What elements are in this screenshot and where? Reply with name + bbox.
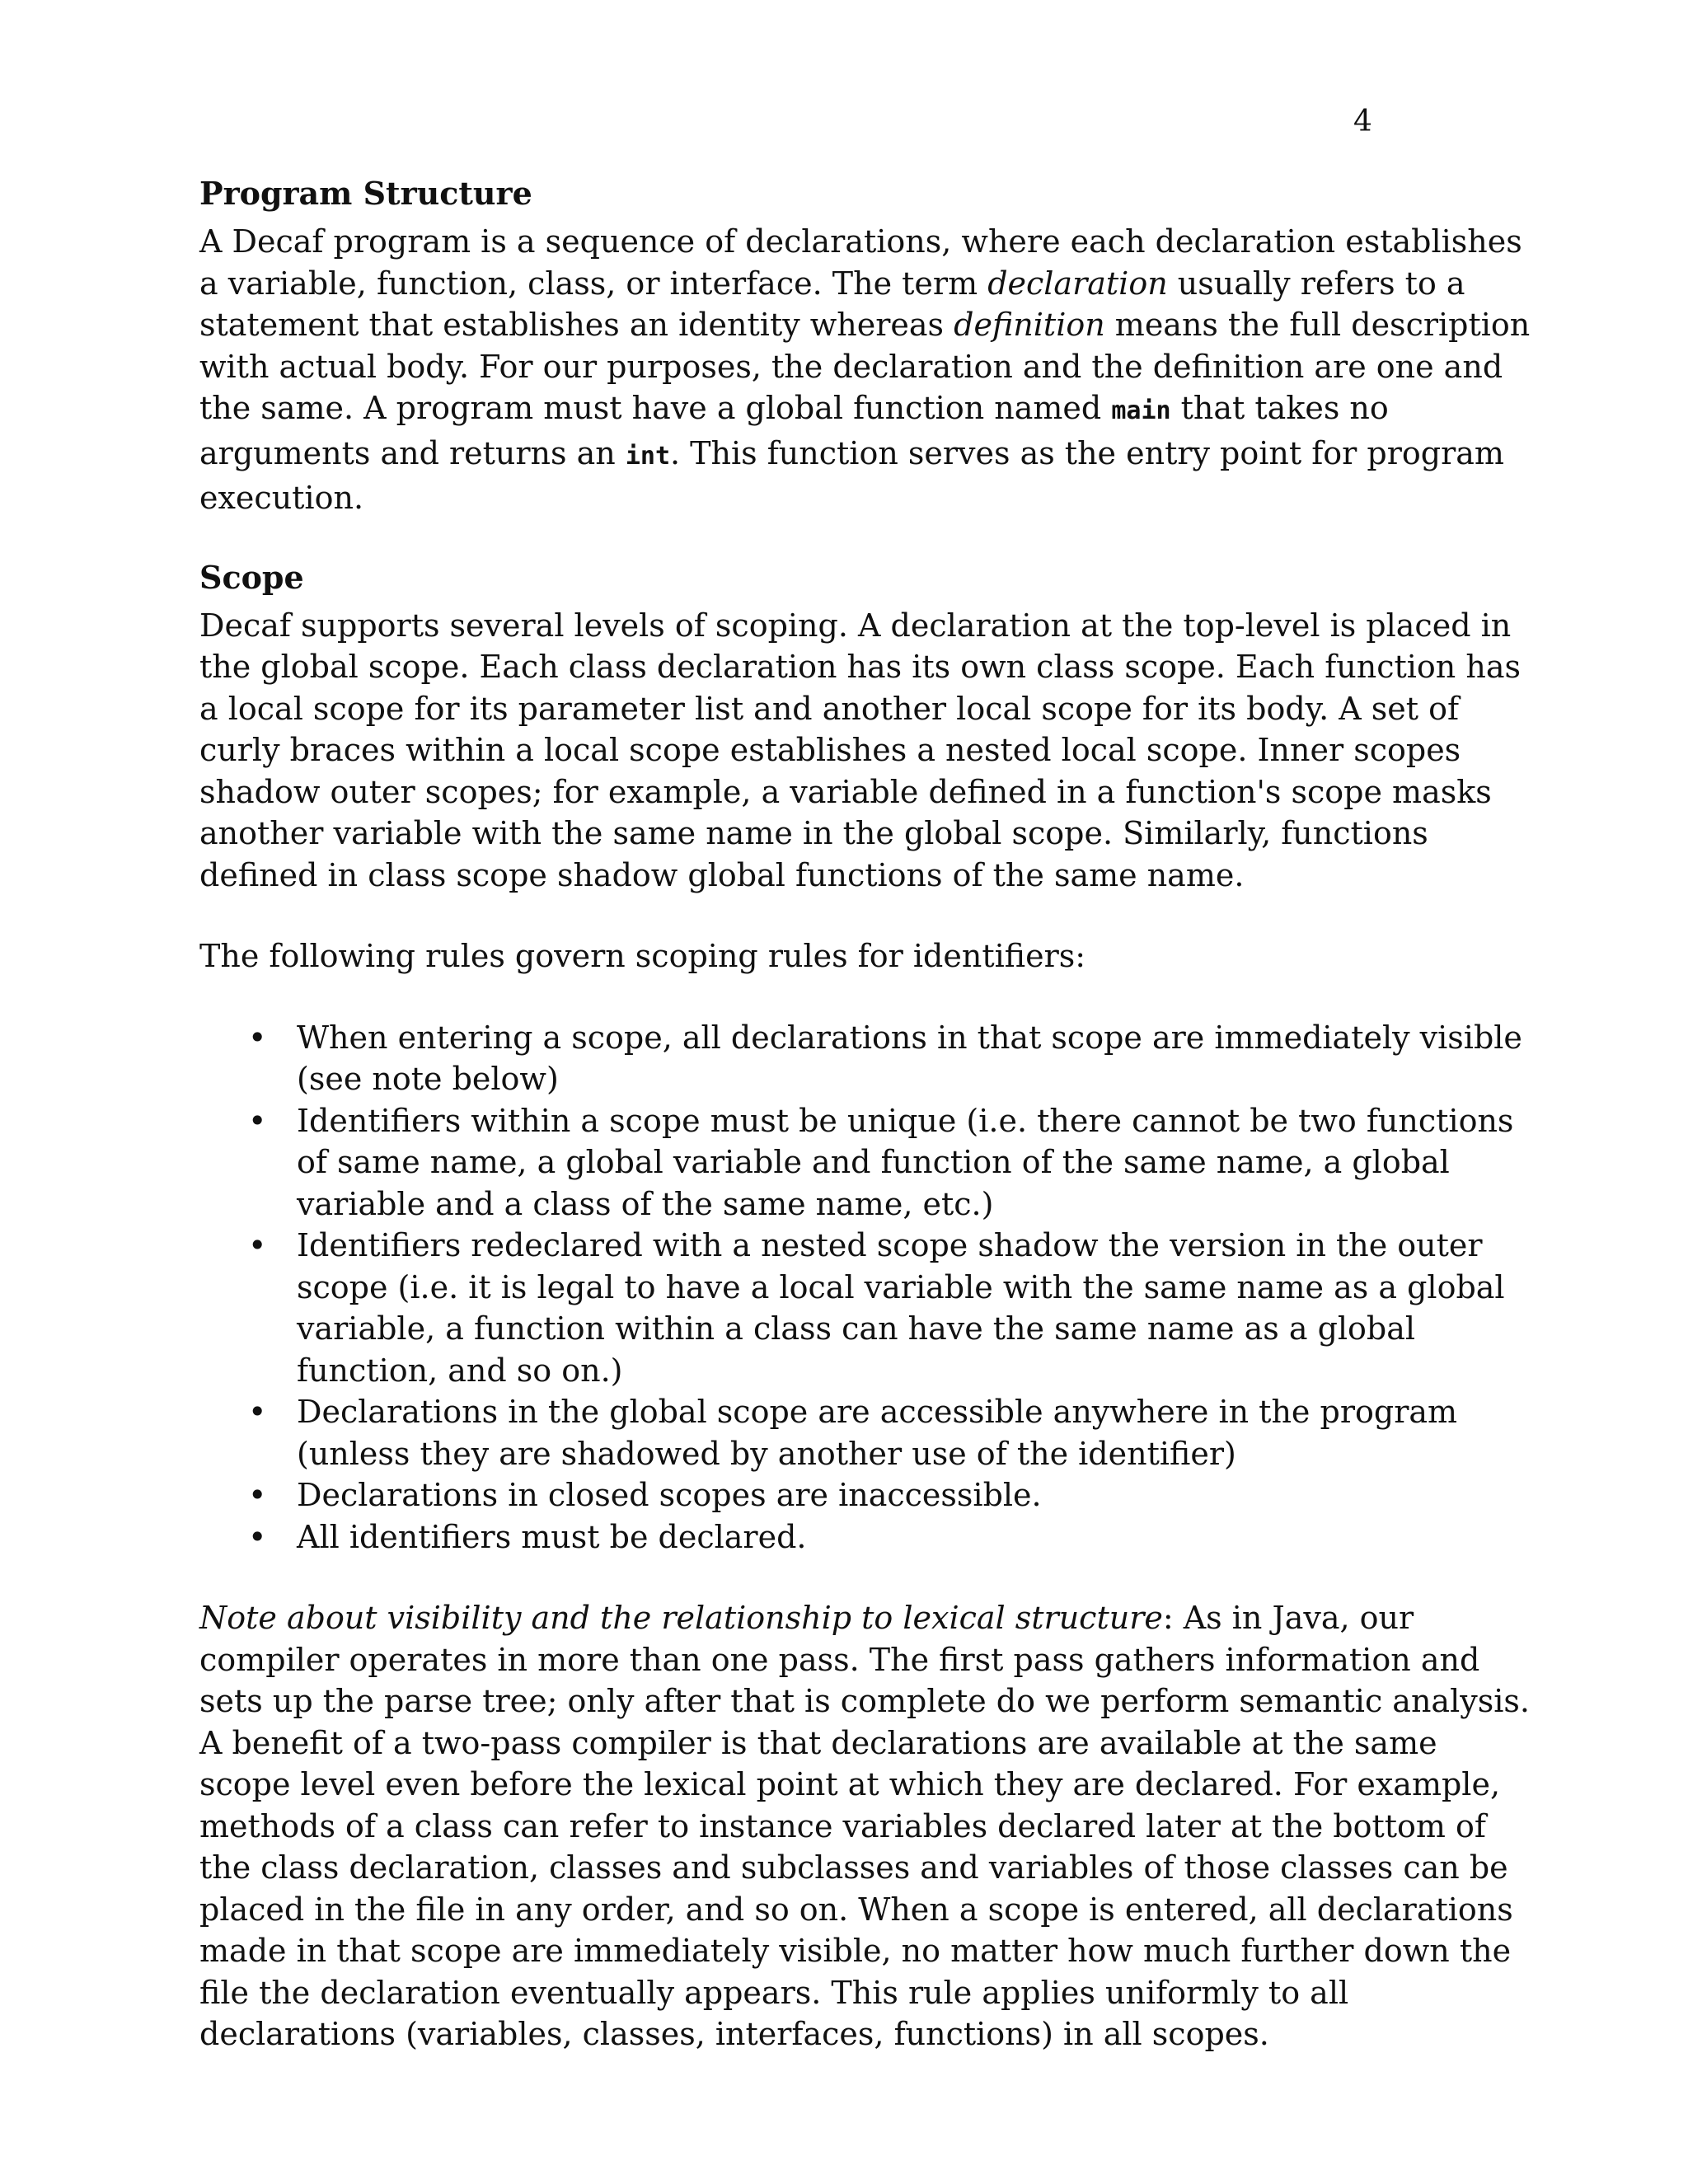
- bullet-icon: •: [248, 1227, 267, 1263]
- program-structure-section: [199, 173, 1535, 519]
- list-item: [199, 1516, 1535, 1558]
- scope-paragraph: Decaf supports several levels of scoping. A declaration at the top-level is placed in the global scope. Each class declaration has its own class scope. Each function has a local scope for its parameter list and another local scope for its body. A set of curly braces within a local scope establishes a nested local scope. Inner scopes shadow outer scopes; for example, a variable defined in a function's scope masks another variable with the same name in the global scope. Similarly, functions defined in class scope shadow global functions of the same name.: [199, 607, 1521, 893]
- list-item-text: Declarations in closed scopes are inaccessible.: [297, 1477, 1042, 1513]
- scope-section: [199, 557, 1535, 2055]
- text-run: A Decaf program is a sequence of declarations, where each declaration establishes a variable, function, class, or interface. The term: [199, 223, 1522, 302]
- list-item: [199, 1391, 1535, 1474]
- bullet-icon: •: [248, 1394, 267, 1430]
- rules-intro: The following rules govern scoping rules for identifiers:: [199, 938, 1086, 974]
- bullet-icon: •: [248, 1518, 267, 1555]
- visibility-note-paragraph: [199, 1597, 1535, 2055]
- list-item: [199, 1225, 1535, 1391]
- list-item: [199, 1100, 1535, 1226]
- list-item-text: Identifiers within a scope must be unique (i.e. there cannot be two functions of same name, a global variable and function of the same name, a global variable and a class of the same name, etc.): [297, 1102, 1514, 1222]
- scoping-rules-list: [199, 1017, 1535, 1558]
- document-body: [199, 173, 1535, 2055]
- bullet-icon: •: [248, 1102, 267, 1139]
- term-definition: definition: [954, 307, 1105, 343]
- text-run: . This function serves as the entry point for program execution.: [199, 434, 1504, 516]
- list-item: [199, 1474, 1535, 1516]
- term-declaration: declaration: [987, 265, 1168, 302]
- program-structure-paragraph: [199, 221, 1535, 519]
- bullet-icon: •: [248, 1477, 267, 1513]
- code-int: int: [625, 441, 671, 471]
- list-item-text: When entering a scope, all declarations in that scope are immediately visible (see note below): [297, 1019, 1522, 1097]
- bullet-icon: •: [248, 1019, 267, 1056]
- text-run: means the full description with actual body. For our purposes, the declaration and the definition are one and the same. A program must have a global function named: [199, 307, 1531, 426]
- scope-heading: Scope: [199, 558, 304, 596]
- text-run: that takes no arguments and returns an: [199, 390, 1389, 471]
- note-label: Note about visibility and the relationship to lexical structure: [199, 1600, 1163, 1636]
- text-run: usually refers to a statement that establishes an identity whereas: [199, 265, 1465, 343]
- code-main: main: [1111, 396, 1171, 425]
- list-item-text: Declarations in the global scope are accessible anywhere in the program (unless they are shadowed by another use of the identifier): [297, 1394, 1458, 1472]
- note-text: : As in Java, our compiler operates in more than one pass. The first pass gathers information and sets up the parse tree; only after that is complete do we perform semantic analysis. A benefit of a two-pass compiler is that declarations are available at the same scope level even before the lexical point at which they are declared. For example, methods of a class can refer to instance variables declared later at the bottom of the class declaration, classes and subclasses and variables of those classes can be placed in the file in any order, and so on. When a scope is entered, all declarations made in that scope are immediately visible, no matter how much further down the file the declaration eventually appears. This rule applies uniformly to all declarations (variables, classes, interfaces, functions) in all scopes.: [199, 1600, 1530, 2052]
- program-structure-heading: Program Structure: [199, 175, 532, 212]
- list-item-text: All identifiers must be declared.: [297, 1518, 807, 1555]
- list-item: [199, 1017, 1535, 1100]
- page-number: 4: [1353, 105, 1372, 138]
- list-item-text: Identifiers redeclared with a nested scope shadow the version in the outer scope (i.e. it is legal to have a local variable with the same name as a global variable, a function within a class can have the same name as a global function, and so on.): [297, 1227, 1505, 1389]
